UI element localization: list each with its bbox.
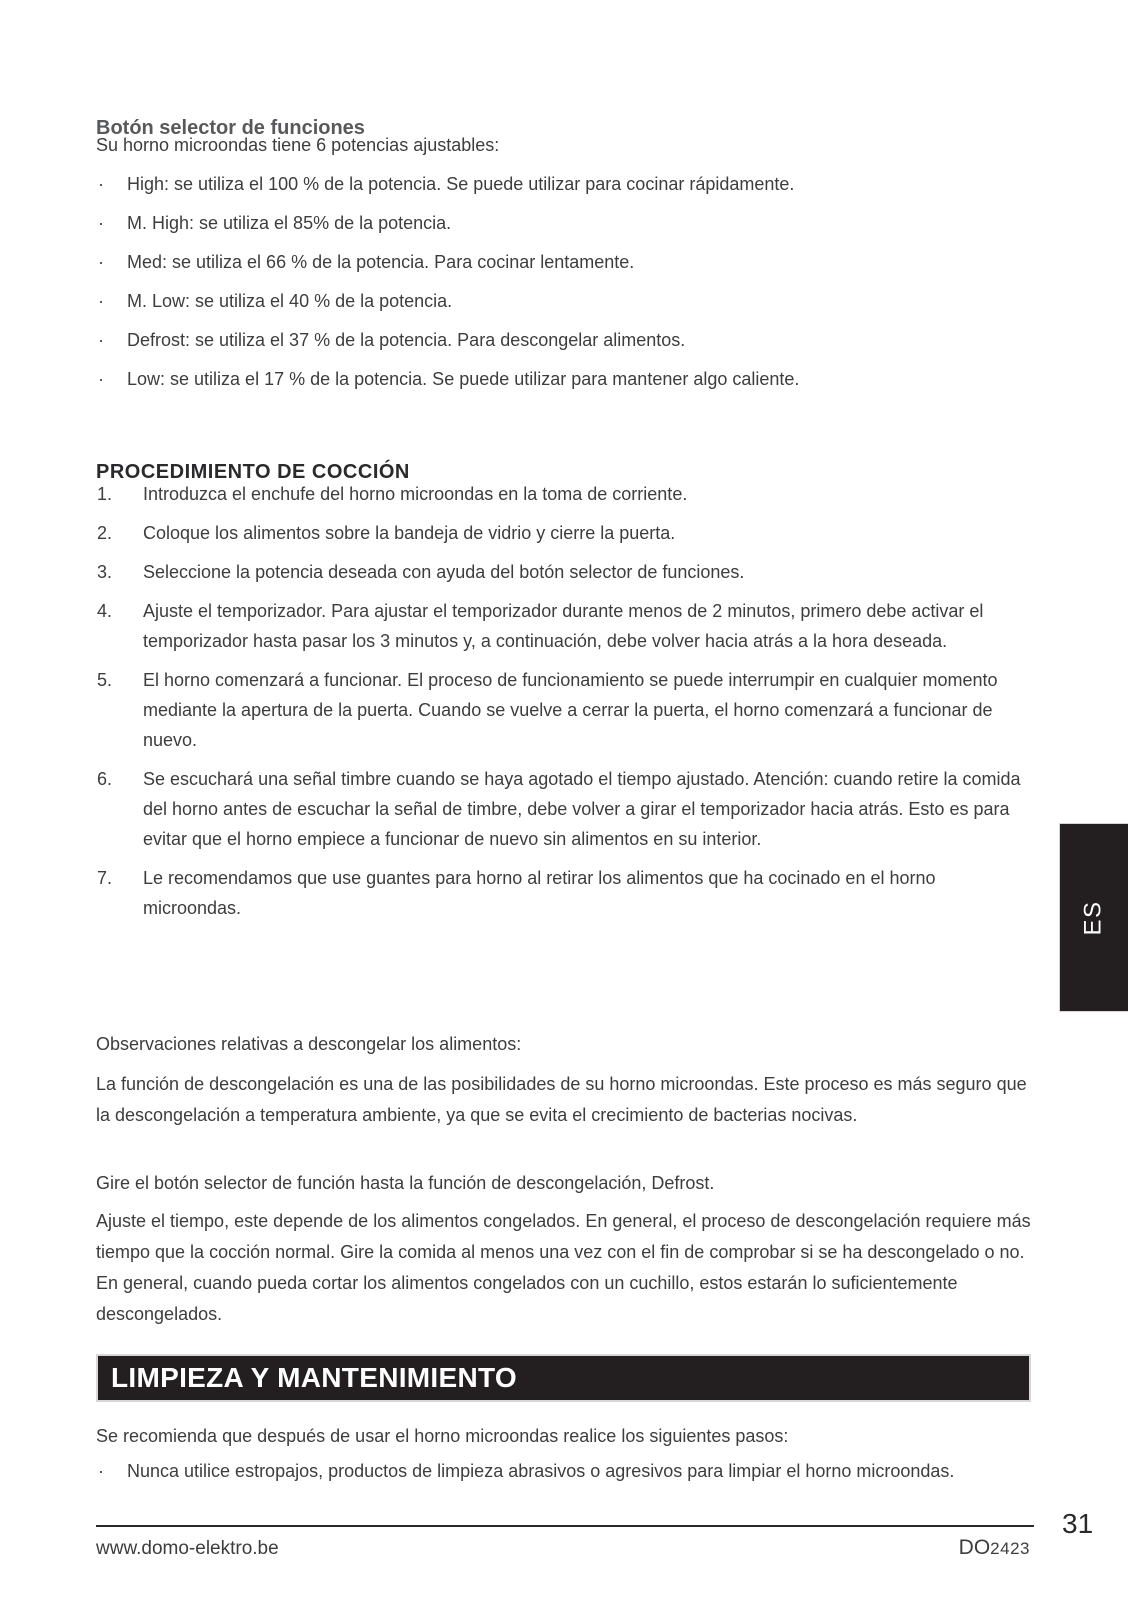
cleaning-bullet-item [96, 1456, 1031, 1486]
language-tab-label: ES [1079, 899, 1107, 936]
cleaning-bullets-list [96, 1456, 1031, 1495]
power-level-item [96, 169, 1031, 199]
cleaning-intro: Se recomienda que después de usar el horno microondas realice los siguientes pasos: [96, 1426, 789, 1446]
language-tab-es [1059, 823, 1128, 1012]
step-number: 4. [97, 601, 113, 621]
bullet-marker: · [98, 213, 104, 233]
footer-website: www.domo-elektro.be [96, 1538, 279, 1559]
defrost-remarks-heading: Observaciones relativas a descongelar los alimentos: [96, 1034, 522, 1054]
step-text: Le recomendamos que use guantes para horno al retirar los alimentos que ha cocinado en el horno microondas. [143, 868, 936, 918]
model-prefix: DO [958, 1536, 991, 1559]
banner-title: LIMPIEZA Y MANTENIMIENTO [111, 1362, 517, 1393]
power-levels-intro: Su horno microondas tiene 6 potencias ajustables: [96, 135, 500, 155]
step-text: Ajuste el temporizador. Para ajustar el temporizador durante menos de 2 minutos, primero debe activar el temporizador hasta pasar los 3 minutos y, a continuación, debe volver hacia atrás a la hora deseada. [143, 601, 984, 651]
cooking-step [96, 764, 1031, 854]
bullet-marker: · [98, 291, 104, 311]
bullet-marker: · [98, 330, 104, 350]
step-number: 6. [97, 769, 113, 789]
step-number: 1. [97, 484, 113, 504]
footer [96, 1536, 1030, 1560]
bullet-marker: · [98, 1461, 104, 1481]
cooking-step [96, 596, 1031, 656]
step-text: Se escuchará una señal timbre cuando se haya agotado el tiempo ajustado. Atención: cuando retire la comida del horno antes de escuchar la señal de timbre, debe volver a girar el temporizador hacia atrás. Esto es para evitar que el horno empiece a funcionar de nuevo sin alimentos en su interior. [143, 769, 1021, 849]
cooking-step [96, 863, 1031, 923]
section-heading-cooking-procedure: PROCEDIMIENTO DE COCCIÓN [96, 461, 410, 483]
model-number: 2423 [990, 1539, 1030, 1558]
defrost-paragraph-1: La función de descongelación es una de las posibilidades de su horno microondas. Este proceso es más seguro que la descongelación a temperatura ambiente, ya que se evita el crecimiento de bacterias nocivas. [96, 1074, 1027, 1125]
power-level-text: M. High: se utiliza el 85% de la potencia. [127, 213, 452, 233]
power-level-text: Defrost: se utiliza el 37 % de la potencia. Para descongelar alimentos. [127, 330, 686, 350]
step-text: El horno comenzará a funcionar. El proceso de funcionamiento se puede interrumpir en cualquier momento mediante la apertura de la puerta. Cuando se vuelve a cerrar la puerta, el horno comenzará a funcionar de nuevo. [143, 670, 998, 750]
step-number: 2. [97, 523, 113, 543]
subsection-heading-function-selector: Botón selector de funciones [96, 117, 365, 139]
bullet-marker: · [98, 252, 104, 272]
step-number: 5. [97, 670, 113, 690]
power-levels-list [96, 169, 1031, 403]
cleaning-bullet-text: Nunca utilice estropajos, productos de limpieza abrasivos o agresivos para limpiar el horno microondas. [127, 1461, 955, 1481]
step-number: 7. [97, 868, 113, 888]
power-level-item [96, 325, 1031, 355]
power-level-text: Low: se utiliza el 17 % de la potencia. Se puede utilizar para mantener algo caliente. [127, 369, 800, 389]
power-level-text: Med: se utiliza el 66 % de la potencia. Para cocinar lentamente. [127, 252, 635, 272]
defrost-paragraph-3: Ajuste el tiempo, este depende de los alimentos congelados. En general, el proceso de descongelación requiere más tiempo que la cocción normal. Gire la comida al menos una vez con el fin de comprobar si se ha descongelado o no. En general, cuando pueda cortar los alimentos congelados con un cuchillo, estos estarán lo suficientemente descongelados. [96, 1211, 1031, 1324]
step-text: Introduzca el enchufe del horno microondas en la toma de corriente. [143, 484, 688, 504]
power-level-text: High: se utiliza el 100 % de la potencia. Se puede utilizar para cocinar rápidamente. [127, 174, 795, 194]
footer-divider [96, 1525, 1034, 1527]
step-number: 3. [97, 562, 113, 582]
power-level-item [96, 208, 1031, 238]
cooking-step [96, 665, 1031, 755]
footer-model-code [959, 1536, 1030, 1560]
power-level-text: M. Low: se utiliza el 40 % de la potencia. [127, 291, 453, 311]
power-level-item [96, 364, 1031, 394]
bullet-marker: · [98, 369, 104, 389]
cooking-steps-list [96, 479, 1031, 932]
power-level-item [96, 247, 1031, 277]
step-text: Seleccione la potencia deseada con ayuda del botón selector de funciones. [143, 562, 745, 582]
defrost-paragraph-2: Gire el botón selector de función hasta la función de descongelación, Defrost. [96, 1173, 715, 1193]
power-level-item [96, 286, 1031, 316]
cooking-step [96, 557, 1031, 587]
page-number: 31 [1062, 1508, 1094, 1539]
step-text: Coloque los alimentos sobre la bandeja de vidrio y cierre la puerta. [143, 523, 676, 543]
bullet-marker: · [98, 174, 104, 194]
cooking-step [96, 479, 1031, 509]
cooking-step [96, 518, 1031, 548]
section-banner-cleaning-maintenance [96, 1354, 1031, 1402]
